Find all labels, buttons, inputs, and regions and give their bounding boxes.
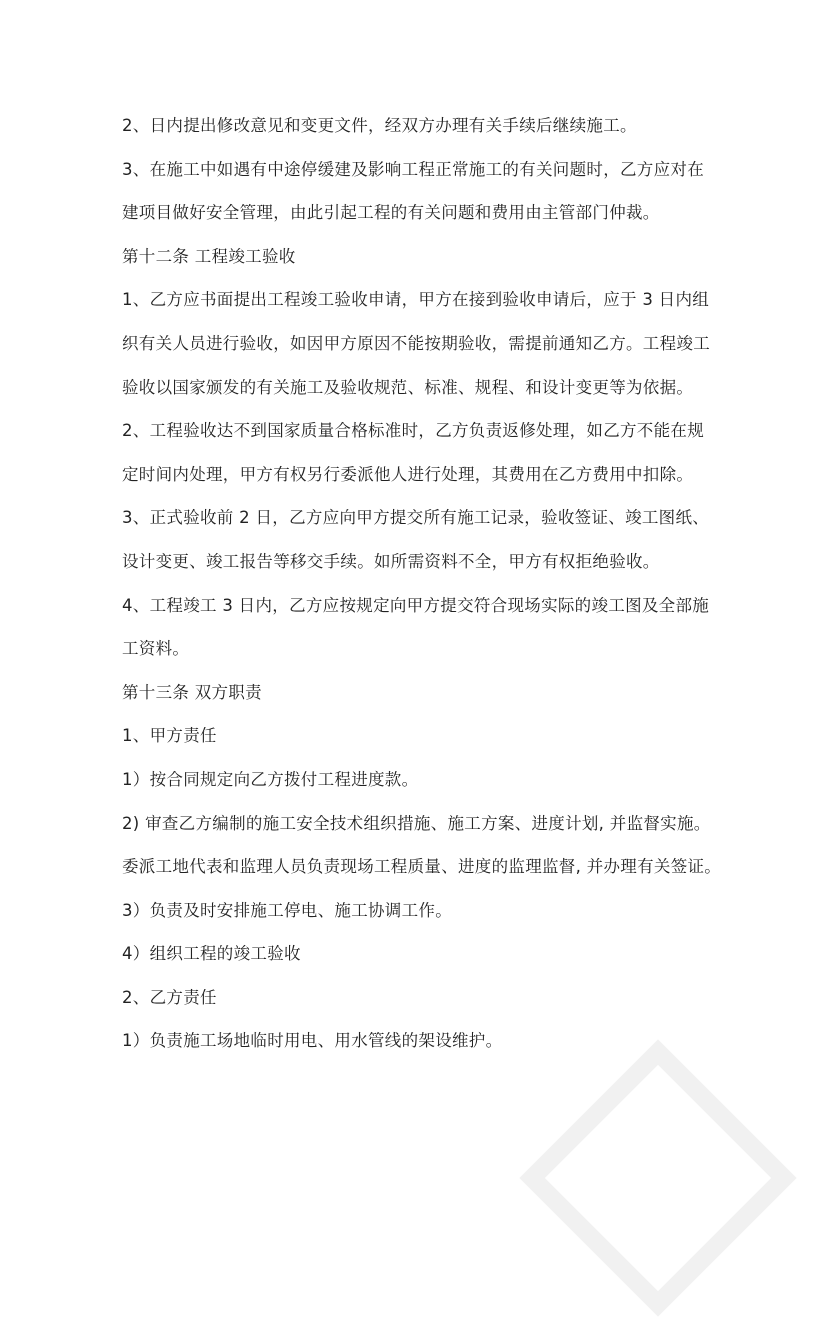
text-line: 1）按合同规定向乙方拨付工程进度款。 — [122, 769, 419, 789]
text-line: 1、乙方应书面提出工程竣工验收申请，甲方在接到验收申请后，应于 3 日内组 — [122, 290, 710, 310]
text-line: 第十二条 工程竣工验收 — [122, 246, 296, 266]
text-line: 2、日内提出修改意见和变更文件，经双方办理有关手续后继续施工。 — [122, 116, 637, 135]
paragraph — [122, 932, 722, 976]
paragraph — [122, 496, 722, 583]
paragraph — [122, 976, 722, 1020]
text-line: 验收以国家颁发的有关施工及验收规范、标准、规程、和设计变更等为依据。 — [122, 377, 694, 397]
paragraph — [122, 104, 722, 148]
paragraph — [122, 889, 722, 933]
text-line: 3、正式验收前 2 日，乙方应向甲方提交所有施工记录，验收签证、竣工图纸、 — [122, 508, 710, 528]
text-line: 1）负责施工场地临时用电、用水管线的架设维护。 — [122, 1031, 503, 1051]
paragraph — [122, 148, 722, 235]
text-line: 3、在施工中如遇有中途停缓建及影响工程正常施工的有关问题时，乙方应对在 — [122, 159, 704, 179]
paragraph — [122, 758, 722, 802]
watermark-logo — [519, 1039, 796, 1316]
text-line: 4）组织工程的竣工验收 — [122, 944, 301, 964]
paragraph — [122, 409, 722, 496]
text-line: 1、甲方责任 — [122, 726, 217, 746]
paragraph — [122, 802, 722, 889]
text-line: 委派工地代表和监理人员负责现场工程质量、进度的监理监督, 并办理有关签证。 — [122, 857, 722, 877]
text-line: 2、工程验收达不到国家质量合格标准时，乙方负责返修处理，如乙方不能在规 — [122, 421, 704, 441]
text-line: 第十三条 双方职责 — [122, 682, 262, 702]
text-line: 建项目做好安全管理，由此引起工程的有关问题和费用由主管部门仲裁。 — [122, 203, 660, 223]
text-line: 织有关人员进行验收，如因甲方原因不能按期验收，需提前通知乙方。工程竣工 — [122, 333, 710, 353]
paragraph — [122, 278, 722, 409]
text-line: 4、工程竣工 3 日内，乙方应按规定向甲方提交符合现场实际的竣工图及全部施 — [122, 595, 710, 615]
paragraph — [122, 584, 722, 671]
text-line: 设计变更、竣工报告等移交手续。如所需资料不全，甲方有权拒绝验收。 — [122, 551, 660, 571]
paragraph — [122, 671, 722, 715]
paragraph — [122, 1019, 722, 1063]
text-line: 3）负责及时安排施工停电、施工协调工作。 — [122, 900, 452, 920]
text-line: 2) 审查乙方编制的施工安全技术组织措施、施工方案、进度计划, 并监督实施。 — [122, 813, 711, 833]
text-line: 定时间内处理，甲方有权另行委派他人进行处理，其费用在乙方费用中扣除。 — [122, 464, 694, 484]
document-page — [122, 104, 722, 1063]
text-line: 2、乙方责任 — [122, 987, 217, 1007]
paragraph — [122, 714, 722, 758]
paragraph — [122, 235, 722, 279]
text-line: 工资料。 — [122, 639, 190, 659]
